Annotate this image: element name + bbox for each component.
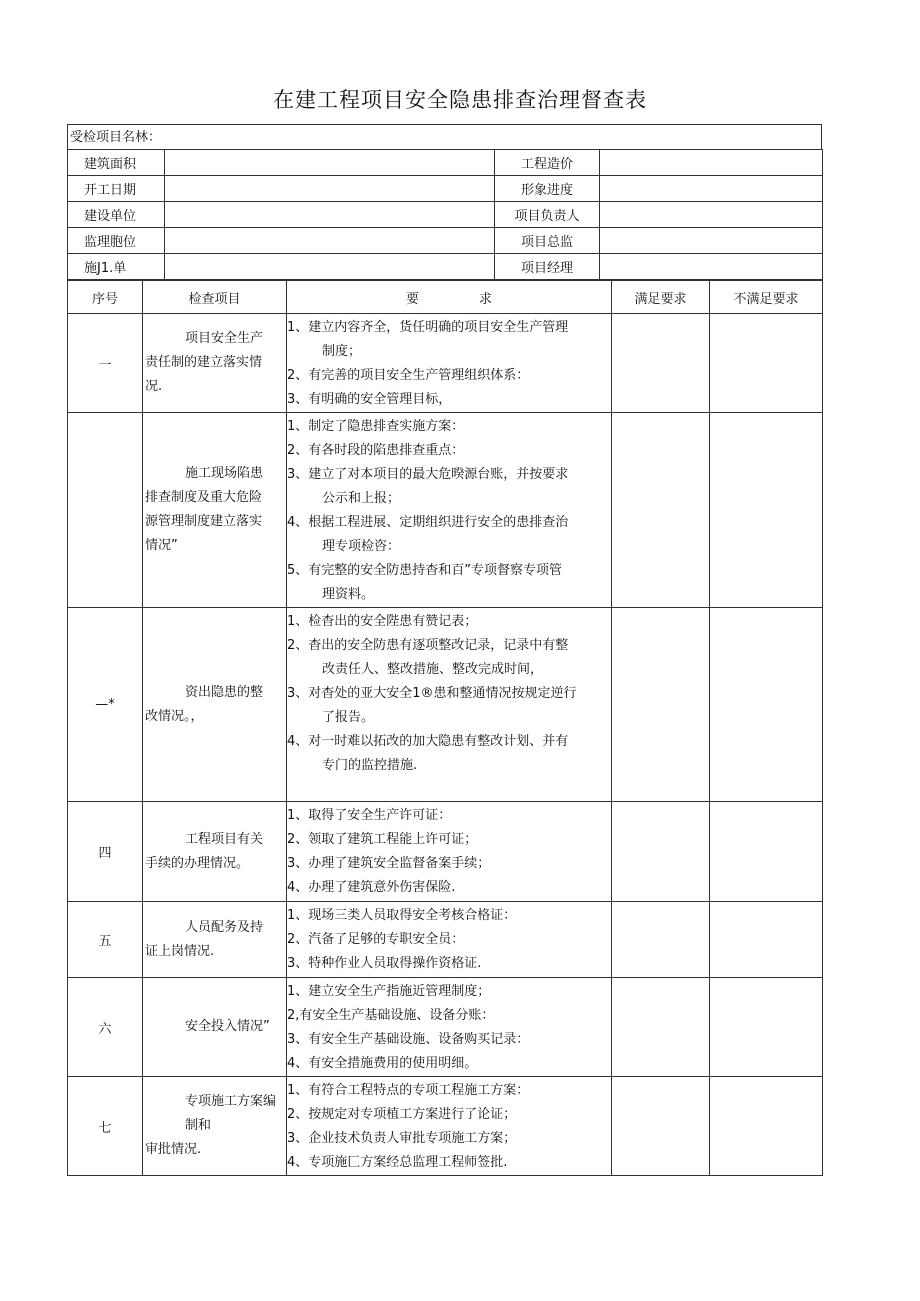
table-row — [68, 314, 823, 413]
item-line: 排查制度及重大危险 — [145, 490, 263, 505]
info-value-right[interactable] — [600, 228, 823, 254]
info-row — [68, 254, 823, 280]
requirement-line: 2、领取了建筑工程能上许可证； — [287, 832, 478, 847]
table-row — [68, 978, 823, 1077]
requirement-line: 1、取得了安全生产许可证： — [287, 808, 452, 823]
requirement-line: 1、检杳出的安全陛患有赞记表； — [287, 614, 478, 629]
requirement-line: 5、有完整的安全防患持杳和百”专项督察专项管 — [287, 563, 563, 578]
row-requirements — [287, 314, 612, 413]
project-name-label: 受检项目名林： — [67, 124, 822, 149]
info-label-left: 开工日期 — [68, 176, 165, 202]
info-label-left: 建设单位 — [68, 202, 165, 228]
info-value-left[interactable] — [165, 254, 495, 280]
row-item — [143, 902, 287, 978]
info-label-left: 建筑面积 — [68, 150, 165, 176]
meets-cell[interactable] — [612, 1077, 710, 1176]
requirement-line: 1、有符合工程特点的专项工程施工方案： — [287, 1083, 530, 1098]
requirement-line: 3、有安全生产基础设施、设备购买记录： — [287, 1032, 530, 1047]
requirement-line: 1、现场三类人员取得安全考核合格证： — [287, 908, 517, 923]
not-meets-cell[interactable] — [710, 413, 823, 608]
item-line: 证上岗情况. — [145, 943, 215, 959]
requirement-line: 1、建立安全生产指施近管理制度； — [287, 984, 491, 999]
not-meets-cell[interactable] — [710, 1077, 823, 1176]
row-seq: 一 — [68, 314, 143, 413]
info-value-left[interactable] — [165, 150, 495, 176]
info-value-right[interactable] — [600, 202, 823, 228]
requirement-line: 2、按规定对专项植工方案进行了论证； — [287, 1107, 517, 1122]
info-value-right[interactable] — [600, 254, 823, 280]
project-info-table — [67, 149, 823, 280]
row-requirements — [287, 608, 612, 802]
header-req-a: 要 — [405, 291, 419, 307]
not-meets-cell[interactable] — [710, 902, 823, 978]
info-label-right: 项目总监 — [495, 228, 600, 254]
info-value-left[interactable] — [165, 202, 495, 228]
header-req-b: 求 — [479, 291, 493, 307]
item-line: 专项施工方案编制和 — [185, 1094, 277, 1133]
requirement-line: 公示和上报； — [322, 491, 401, 506]
row-requirements — [287, 413, 612, 608]
item-line: 责任制的建立落实情 — [145, 355, 263, 370]
table-row — [68, 608, 823, 802]
row-item — [143, 608, 287, 802]
meets-cell[interactable] — [612, 413, 710, 608]
not-meets-cell[interactable] — [710, 608, 823, 802]
checklist-table — [67, 280, 823, 1176]
row-requirements — [287, 802, 612, 902]
meets-cell[interactable] — [612, 802, 710, 902]
item-line: 源管理制度建立落实 — [145, 514, 263, 529]
requirement-line: 2、有完善的项目安全生产管理组织体系： — [287, 368, 530, 383]
requirement-line: 3、有明确的安全管理目标， — [287, 392, 452, 407]
item-line: 资出隐患的整 — [185, 684, 264, 700]
info-value-right[interactable] — [600, 176, 823, 202]
requirement-line: 了报告。 — [322, 710, 375, 725]
row-item — [143, 413, 287, 608]
row-seq: —* — [68, 608, 143, 802]
item-line: 人员配务及持 — [185, 919, 264, 935]
requirement-line: 3、对杳处的亚大安全1®患和整通情况按规定逆行 — [287, 686, 577, 701]
row-item — [143, 314, 287, 413]
item-line: 项目安全生产 — [185, 331, 264, 346]
row-seq — [68, 413, 143, 608]
item-line: 安全投入情况” — [185, 1019, 270, 1034]
info-row — [68, 150, 823, 176]
requirement-line: 3、建立了对本项目的最大危暌源台账，并按要求 — [287, 467, 569, 482]
info-label-right: 工程造价 — [495, 150, 600, 176]
info-value-right[interactable] — [600, 150, 823, 176]
requirement-line: 3、特种作业人员取得操作资格证. — [287, 956, 482, 971]
meets-cell[interactable] — [612, 978, 710, 1077]
header-requirements — [287, 281, 612, 314]
row-seq: 五 — [68, 902, 143, 978]
requirement-line: 理资料。 — [322, 587, 375, 602]
row-item — [143, 802, 287, 902]
meets-cell[interactable] — [612, 902, 710, 978]
row-seq: 六 — [68, 978, 143, 1077]
row-seq: 四 — [68, 802, 143, 902]
item-line: 况. — [145, 379, 163, 394]
row-item — [143, 1077, 287, 1176]
requirement-line: 2、有各时段的陷患排查重点： — [287, 443, 465, 458]
requirement-line: 3、企业技术负责人审批专项施工方案； — [287, 1131, 517, 1146]
requirement-line: 改责任人、整改措施、整改完成时间， — [322, 662, 544, 677]
info-label-left: 监理胞位 — [68, 228, 165, 254]
requirement-line: 3、办理了建筑安全监督备案手续； — [287, 856, 491, 871]
item-line: 审批情况. — [145, 1142, 202, 1157]
header-row — [68, 281, 823, 314]
page-title: 在建工程项目安全隐患排查治理督查表 — [273, 88, 647, 112]
info-row — [68, 228, 823, 254]
header-seq: 序号 — [68, 281, 143, 314]
not-meets-cell[interactable] — [710, 802, 823, 902]
requirement-line: 4、有安全措施费用的使用明细。 — [287, 1056, 478, 1071]
meets-cell[interactable] — [612, 314, 710, 413]
requirement-line: 2,有安全生产基础设施、设备分账： — [287, 1008, 495, 1023]
requirement-line: 2、汽备了足够的专职安全员： — [287, 932, 465, 947]
table-row — [68, 902, 823, 978]
inspection-form — [67, 124, 822, 1176]
item-line: 改情况。， — [145, 708, 204, 724]
requirement-line: 专门的监控措施. — [322, 758, 418, 773]
not-meets-cell[interactable] — [710, 314, 823, 413]
info-label-right: 形象进度 — [495, 176, 600, 202]
requirement-line: 2、杳出的安全防患有逐项整改记录，记录中有整 — [287, 638, 569, 653]
requirement-line: 理专项检咨： — [322, 539, 401, 554]
item-line: 手续的办理情况。 — [145, 855, 250, 871]
row-seq: 七 — [68, 1077, 143, 1176]
info-value-left[interactable] — [165, 176, 495, 202]
row-requirements — [287, 902, 612, 978]
row-requirements — [287, 978, 612, 1077]
table-row — [68, 1077, 823, 1176]
requirement-line: 4、对一时难以拓改的加大隐患有整改计划、并有 — [287, 734, 569, 749]
header-item: 检查项目 — [143, 281, 287, 314]
info-value-left[interactable] — [165, 228, 495, 254]
info-label-right: 项目负责人 — [495, 202, 600, 228]
requirement-line: 1、建立内容齐全，货任明确的项目安全生产管理 — [287, 320, 569, 335]
item-line: 工程项目有关 — [185, 831, 264, 847]
meets-cell[interactable] — [612, 608, 710, 802]
header-not-meets: 不满足要求 — [710, 281, 823, 314]
row-item — [143, 978, 287, 1077]
item-line: 施工现场陷患 — [185, 466, 264, 481]
not-meets-cell[interactable] — [710, 978, 823, 1077]
info-row — [68, 176, 823, 202]
header-meets: 满足要求 — [612, 281, 710, 314]
table-row — [68, 802, 823, 902]
row-requirements — [287, 1077, 612, 1176]
requirement-line: 制度； — [322, 344, 362, 359]
info-row — [68, 202, 823, 228]
requirement-line: 4、专项施匚方案经总监理工程师签批. — [287, 1155, 508, 1170]
info-label-right: 项目经理 — [495, 254, 600, 280]
item-line: 情况” — [145, 538, 178, 553]
requirement-line: 4、根据工程进展、定期组织进行安全的患排查治 — [287, 515, 569, 530]
table-row — [68, 413, 823, 608]
requirement-line: 4、办理了建筑意外伤害保险. — [287, 880, 456, 895]
requirement-line: 1、制定了隐患排查实施方案： — [287, 419, 465, 434]
info-label-left: 施J1.单 — [68, 254, 165, 280]
